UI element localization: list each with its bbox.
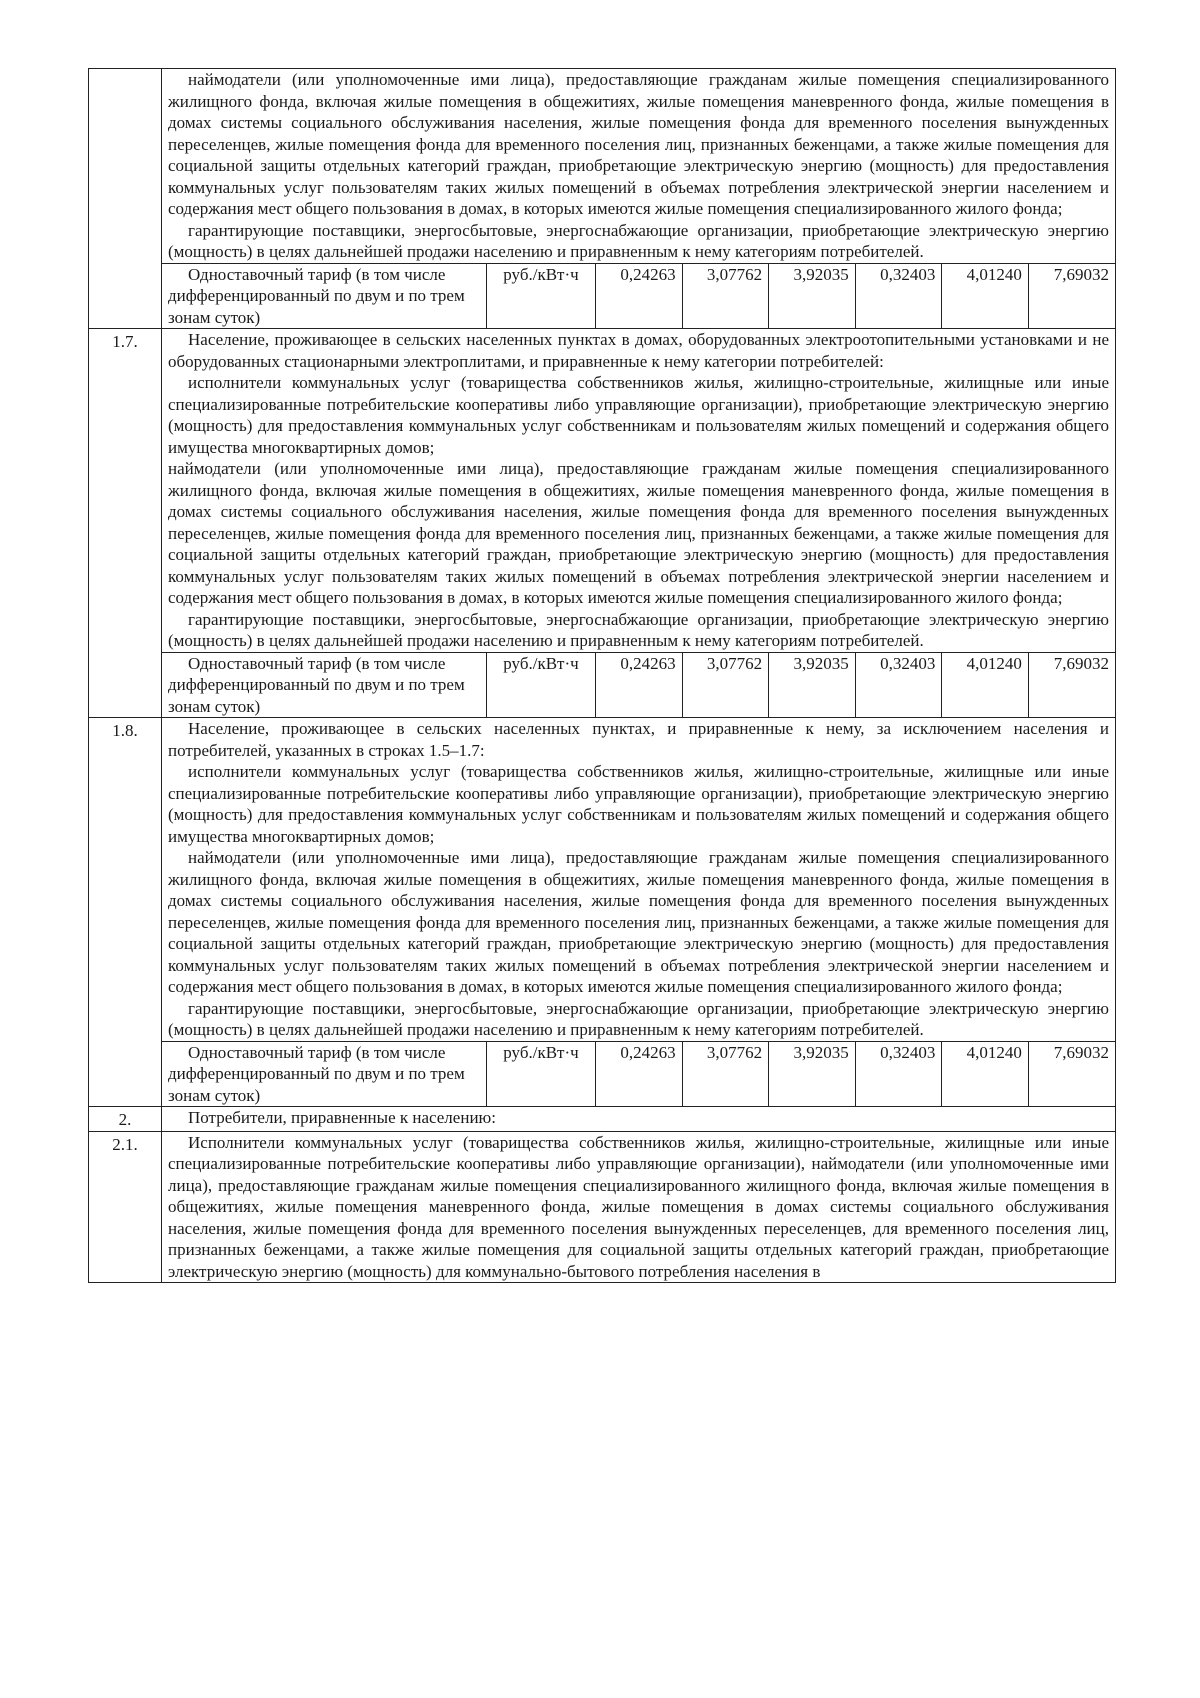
tariff-value: 4,01240 xyxy=(942,652,1029,717)
tariff-value: 0,24263 xyxy=(596,652,683,717)
tariff-value: 3,07762 xyxy=(682,652,769,717)
tariff-value: 0,24263 xyxy=(596,263,683,328)
row-content-cell xyxy=(162,1131,1116,1283)
row-number-cell xyxy=(89,69,162,329)
tariff-value: 3,92035 xyxy=(769,652,856,717)
row-content-cell xyxy=(162,329,1116,718)
tariff-value: 0,32403 xyxy=(855,1041,942,1106)
paragraph-executors: исполнители коммунальных услуг (товарищества собственников жилья, жилищно-строительные, жилищные или иные специализированные потребительские кооперативы либо управляющие организации), приобретающие электрическую энергию (мощность) для предоставления коммунальных услуг собственникам и пользователям жилых помещений и содержания общего имущества многоквартирных домов; xyxy=(168,762,1109,846)
paragraph-suppliers: гарантирующие поставщики, энергосбытовые, энергоснабжающие организации, приобретающие электрическую энергию (мощность) в целях дальнейшей продажи населению и приравненным к нему категориям потребителей. xyxy=(168,609,1109,650)
tariff-label: Одноставочный тариф (в том числе дифференцированный по двум и по трем зонам суток) xyxy=(162,652,487,717)
tariff-values-table xyxy=(162,652,1115,718)
table-row-1-7 xyxy=(89,329,1116,718)
paragraph-suppliers: гарантирующие поставщики, энергосбытовые, энергоснабжающие организации, приобретающие электрическую энергию (мощность) в целях дальнейшей продажи населению и приравненным к нему категориям потребителей. xyxy=(168,220,1109,261)
paragraph-landlords: наймодатели (или уполномоченные ими лица), предоставляющие гражданам жилые помещения специализированного жилищного фонда, включая жилые помещения в общежитиях, жилые помещения маневренного фонда, жилые помещения в домах системы социального обслуживания населения, жилые помещения фонда для временного поселения вынужденных переселенцев, жилые помещения фонда для временного поселения лиц, признанных беженцами, а также жилые помещения для социальной защиты отдельных категорий граждан, приобретающие электрическую энергию (мощность) для предоставления коммунальных услуг пользователям таких жилых помещений в объемах потребления электрической энергии населением и содержания мест общего пользования в домах, в которых имеются жилые помещения специализированного жилого фонда; xyxy=(168,70,1109,218)
tariff-row xyxy=(162,1041,1115,1106)
tariff-values-table xyxy=(162,263,1115,329)
tariff-value: 4,01240 xyxy=(942,263,1029,328)
tariff-label: Одноставочный тариф (в том числе дифференцированный по двум и по трем зонам суток) xyxy=(162,263,487,328)
paragraph-executors: исполнители коммунальных услуг (товарищества собственников жилья, жилищно-строительные, жилищные или иные специализированные потребительские кооперативы либо управляющие организации), приобретающие электрическую энергию (мощность) для предоставления коммунальных услуг собственникам и пользователям жилых помещений и содержания общего имущества многоквартирных домов; xyxy=(168,373,1109,457)
tariff-unit: руб./кВт·ч xyxy=(487,652,596,717)
tariff-table xyxy=(88,68,1116,1283)
tariff-value: 3,07762 xyxy=(682,263,769,328)
tariff-value: 0,32403 xyxy=(855,652,942,717)
tariff-value: 0,24263 xyxy=(596,1041,683,1106)
row-content-cell xyxy=(162,1107,1116,1132)
row-heading: Население, проживающее в сельских населенных пунктах в домах, оборудованных электроотопительными установками и не оборудованных стационарными электроплитами, и приравненные к нему категории потребителей: xyxy=(168,330,1109,371)
table-row-1-8 xyxy=(89,718,1116,1107)
row-heading: Население, проживающее в сельских населенных пунктах, и приравненные к нему, за исключением населения и потребителей, указанных в строках 1.5–1.7: xyxy=(168,719,1109,760)
paragraph-landlords: наймодатели (или уполномоченные ими лица), предоставляющие гражданам жилые помещения специализированного жилищного фонда, включая жилые помещения в общежитиях, жилые помещения маневренного фонда, жилые помещения в домах системы социального обслуживания населения, жилые помещения фонда для временного поселения вынужденных переселенцев, жилые помещения фонда для временного поселения лиц, признанных беженцами, а также жилые помещения для социальной защиты отдельных категорий граждан, приобретающие электрическую энергию (мощность) для предоставления коммунальных услуг пользователям таких жилых помещений в объемах потребления электрической энергии населением и содержания мест общего пользования в домах, в которых имеются жилые помещения специализированного жилого фонда; xyxy=(168,459,1109,607)
tariff-value: 3,92035 xyxy=(769,263,856,328)
row-number: 2.1. xyxy=(89,1131,162,1283)
tariff-row xyxy=(162,263,1115,328)
tariff-values-table xyxy=(162,1041,1115,1107)
row-number: 1.8. xyxy=(89,718,162,1107)
row-number: 1.7. xyxy=(89,329,162,718)
row-content-cell xyxy=(162,718,1116,1107)
row-heading: Потребители, приравненные к населению: xyxy=(188,1108,496,1127)
tariff-unit: руб./кВт·ч xyxy=(487,1041,596,1106)
row-number: 2. xyxy=(89,1107,162,1132)
tariff-value: 7,69032 xyxy=(1028,1041,1115,1106)
tariff-value: 4,01240 xyxy=(942,1041,1029,1106)
tariff-value: 7,69032 xyxy=(1028,263,1115,328)
row-text: Исполнители коммунальных услуг (товарищества собственников жилья, жилищно-строительные, жилищные или иные специализированные потребительские кооперативы либо управляющие организации), наймодатели (или уполномоченные ими лица), предоставляющие гражданам жилые помещения специализированного жилищного фонда, включая жилые помещения в общежитиях, жилые помещения маневренного фонда, жилые помещения в домах системы социального обслуживания населения, жилые помещения фонда для временного поселения вынужденных переселенцев, для временного поселения лиц, признанных беженцами, а также жилые помещения для социальной защиты отдельных категорий граждан, приобретающие электрическую энергию (мощность) для коммунально-бытового потребления населения в xyxy=(168,1132,1109,1281)
table-row-2 xyxy=(89,1107,1116,1132)
tariff-value: 0,32403 xyxy=(855,263,942,328)
tariff-unit: руб./кВт·ч xyxy=(487,263,596,328)
tariff-value: 7,69032 xyxy=(1028,652,1115,717)
table-row-2-1 xyxy=(89,1131,1116,1283)
paragraph-landlords: наймодатели (или уполномоченные ими лица), предоставляющие гражданам жилые помещения специализированного жилищного фонда, включая жилые помещения в общежитиях, жилые помещения маневренного фонда, жилые помещения в домах системы социального обслуживания населения, жилые помещения фонда для временного поселения вынужденных переселенцев, жилые помещения фонда для временного поселения лиц, признанных беженцами, а также жилые помещения для социальной защиты отдельных категорий граждан, приобретающие электрическую энергию (мощность) для предоставления коммунальных услуг пользователям таких жилых помещений в объемах потребления электрической энергии населением и содержания мест общего пользования в домах, в которых имеются жилые помещения специализированного жилого фонда; xyxy=(168,848,1109,996)
tariff-value: 3,07762 xyxy=(682,1041,769,1106)
table-row-continuation xyxy=(89,69,1116,329)
row-content-cell xyxy=(162,69,1116,329)
tariff-row xyxy=(162,652,1115,717)
tariff-label: Одноставочный тариф (в том числе дифференцированный по двум и по трем зонам суток) xyxy=(162,1041,487,1106)
paragraph-suppliers: гарантирующие поставщики, энергосбытовые, энергоснабжающие организации, приобретающие электрическую энергию (мощность) в целях дальнейшей продажи населению и приравненным к нему категориям потребителей. xyxy=(168,998,1109,1039)
tariff-value: 3,92035 xyxy=(769,1041,856,1106)
